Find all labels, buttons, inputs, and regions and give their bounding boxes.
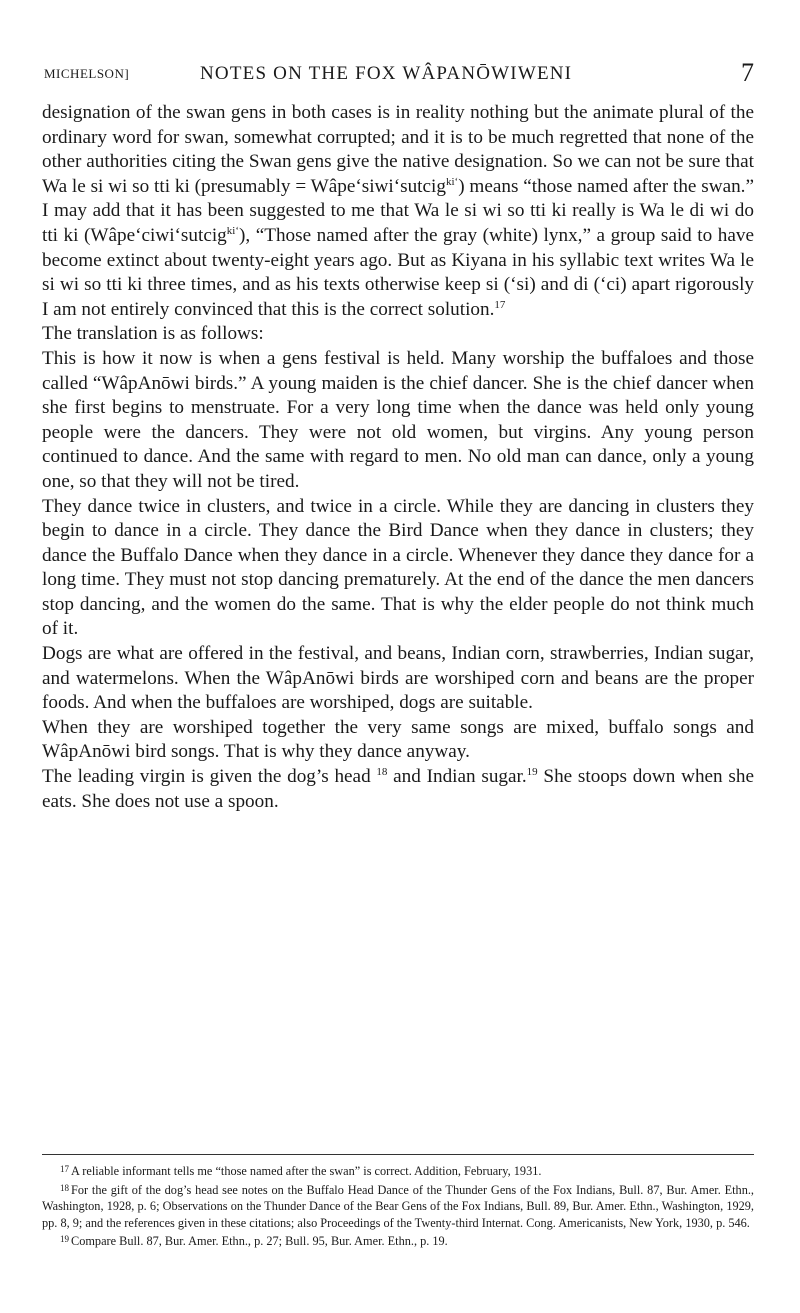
paragraph <box>42 765 754 814</box>
paragraph-text: The translation is as follows: <box>42 323 264 345</box>
paragraph <box>42 716 754 765</box>
paragraph <box>42 347 754 495</box>
paragraph-text: Dogs are what are offered in the festival, and beans, Indian corn, strawberries, Indian sugar, and watermelons. When the WâpAnōwi birds are worshiped corn and beans are the proper foods. And when the buffaloes are worshiped, dogs are suitable. <box>42 643 754 714</box>
paragraph-text: ) means “those named after the swan.” I may add that it has been suggested to me that Wa le si wi so tti ki really is Wa le di wi do tti ki (Wâpe‘ciwi‘sutcig <box>42 175 754 246</box>
footnote-mark: 18 <box>60 1182 69 1193</box>
running-head-author: MICHELSON] <box>44 66 130 81</box>
paragraph-text: She stoops down when she eats. She does not use a spoon. <box>42 766 754 812</box>
footnote-text: For the gift of the dog’s head see notes on the Buffalo Head Dance of the Thunder Gens of the Fox Indians, Bull. 87, Bur. Amer. Ethn., Washington, 1928, p. 6; Observations on the Thunder Dance of the Bear Gens of the Fox Indians, Bull. 89, Bur. Amer. Ethn., Washington, 1929, pp. 8, 9; and the references given in these citations; also Proceedings of the Twenty-third Internat. Cong. Americanists, New York, 1930, p. 546. <box>42 1182 754 1230</box>
footnote <box>42 1231 754 1250</box>
footnote-rule <box>42 1154 754 1155</box>
paragraph-text: When they are worshiped together the very same songs are mixed, buffalo songs and WâpAnōwi bird songs. That is why they dance anyway. <box>42 716 754 763</box>
paragraph-text: This is how it now is when a gens festival is held. Many worship the buffaloes and those called “WâpAnōwi birds.” A young maiden is the chief dancer. She is the chief dancer when she first begins to menstruate. For a very long time when the dance was held only young people were the dancers. They were not old women, but virgins. Any young person continued to dance. And the same with regard to men. No old man can dance, only a young one, so that they will not be tired. <box>42 347 754 492</box>
paragraph <box>42 642 754 716</box>
footnote <box>42 1161 754 1180</box>
paragraph <box>42 495 754 643</box>
superscript: ki‘ <box>226 224 239 237</box>
running-head <box>42 58 754 92</box>
footnote-text: A reliable informant tells me “those named after the swan” is correct. Addition, February, 1931. <box>71 1164 542 1178</box>
body-text <box>42 101 754 814</box>
footnotes <box>42 1161 754 1250</box>
paragraph-text: designation of the swan gens in both cases is in reality nothing but the animate plural of the ordinary word for swan, somewhat corrupted; and it is to be much regretted that none of the other authorities citing the Swan gens give the native designation. So we can not be sure that Wa le si wi so tti ki (presumably = Wâpe‘siwi‘sutcig <box>42 102 754 197</box>
footnote-mark: 19 <box>60 1234 69 1245</box>
paragraph <box>42 101 754 322</box>
page-number: 7 <box>741 58 754 87</box>
superscript: 18 <box>376 766 388 779</box>
running-head-title: NOTES ON THE FOX WÂPANŌWIWENI <box>200 63 573 84</box>
footnote-mark: 17 <box>60 1164 69 1174</box>
paragraph-text: They dance twice in clusters, and twice in a circle. While they are dancing in clusters they begin to dance in a circle. They dance the Bird Dance when they dance in clusters; they dance the Buffalo Dance when they dance in a circle. Whenever they dance they dance for a long time. They must not stop dancing prematurely. At the end of the dance the men dancers stop dancing, and the women do the same. That is why the elder people do not think much of it. <box>42 495 754 640</box>
paragraph-text: and Indian sugar. <box>387 766 527 788</box>
paragraph-text: ), “Those named after the gray (white) lynx,” a group said to have become extinct about twenty-eight years ago. But as Kiyana in his syllabic text writes Wa le si wi so tti ki three times, and as his texts otherwise keep si (‘si) and di (‘ci) apart rigorously I am not entirely convinced that this is the correct solution. <box>42 224 754 320</box>
superscript: ki‘ <box>445 175 459 188</box>
superscript: 17 <box>494 298 506 311</box>
footnote-text: Compare Bull. 87, Bur. Amer. Ethn., p. 27; Bull. 95, Bur. Amer. Ethn., p. 19. <box>71 1234 448 1249</box>
footnote <box>42 1180 754 1232</box>
superscript: 19 <box>526 766 538 779</box>
paragraph <box>42 322 754 347</box>
paragraph-text: The leading virgin is given the dog’s head <box>42 766 377 788</box>
